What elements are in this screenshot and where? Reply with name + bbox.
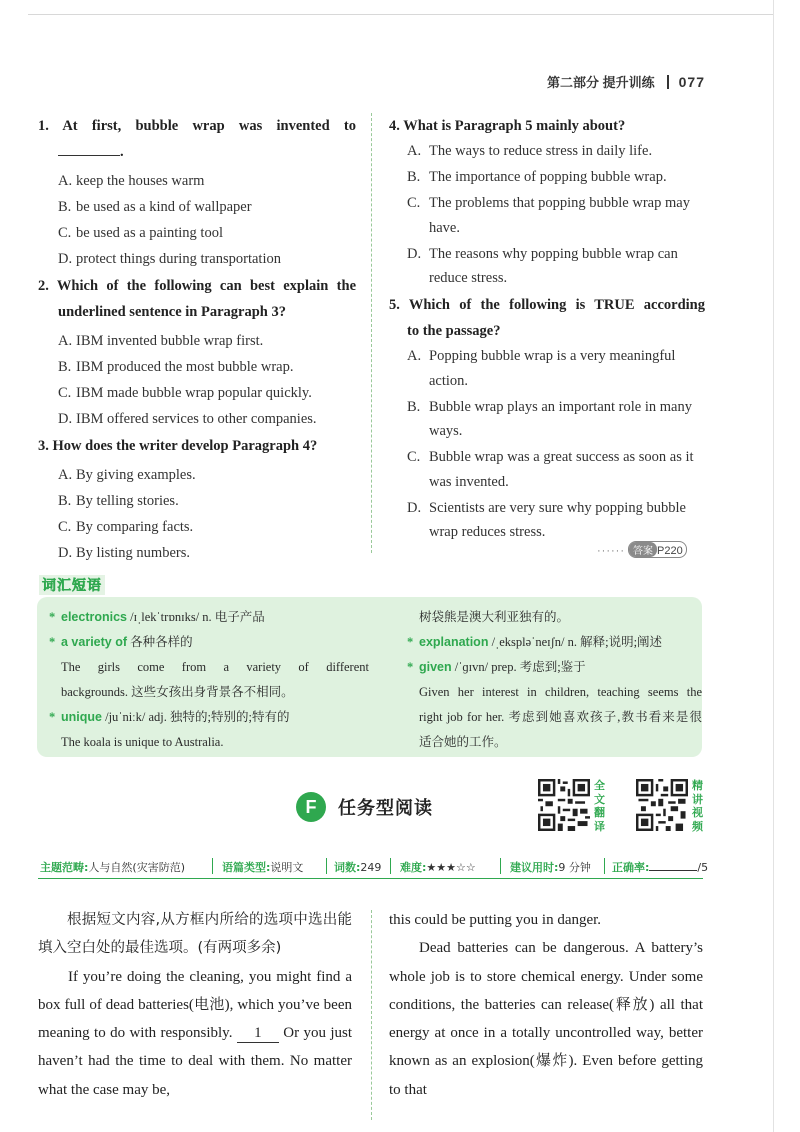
time-field: 建议用时:9 分钟 bbox=[510, 861, 591, 874]
vocab-entry: * electronics /ɪˌlekˈtrɒnɪks/ n. 电子产品 bbox=[49, 605, 369, 630]
passage-paragraph: If you’re doing the cleaning, you might find a box full of dead batteries(电池), which you’ve been meaning to do with responsibly. 1 Or you just haven’t had the time to deal with them. No matter what the case may be, bbox=[38, 968, 353, 1098]
question-stem: 1. At first, bubble wrap was invented to bbox=[38, 118, 356, 134]
divider bbox=[212, 858, 213, 874]
option-b: B. be used as a kind of wallpaper bbox=[58, 199, 252, 215]
star-icon: * bbox=[49, 610, 56, 624]
page-number: 077 bbox=[678, 74, 705, 90]
page-header bbox=[547, 72, 705, 91]
passage-continuation: this could be putting you in danger. bbox=[389, 912, 602, 928]
option-a: A. keep the houses warm bbox=[58, 173, 205, 189]
star-icon: * bbox=[407, 635, 414, 649]
option-c: C. The problems that popping bubble wrap may have. bbox=[407, 195, 690, 236]
divider bbox=[390, 858, 391, 874]
vocab-example: backgrounds. 这些女孩出身背景各不相同。 bbox=[61, 685, 294, 699]
answer-badge: 答案 P220 bbox=[628, 541, 687, 558]
qr-code-icon[interactable] bbox=[636, 779, 688, 831]
question-4 bbox=[389, 113, 705, 291]
option-c: C. IBM made bubble wrap popular quickly. bbox=[58, 385, 312, 401]
option-a: A. By giving examples. bbox=[58, 467, 196, 483]
question-stem: 2. Which of the following can best explain the bbox=[38, 278, 356, 294]
option-d: D. By listing numbers. bbox=[58, 545, 190, 561]
vocab-example: The koala is unique to Australia. bbox=[61, 735, 224, 749]
question-1 bbox=[38, 113, 356, 272]
option-d: D. The reasons why popping bubble wrap can reduce stress. bbox=[407, 245, 678, 286]
vocab-entry: * unique /juˈniːk/ adj. 独特的;特别的;特有的 bbox=[49, 705, 369, 730]
answer-reference: ······ 答案 P220 bbox=[597, 541, 687, 558]
option-a: A. The ways to reduce stress in daily life. bbox=[407, 143, 653, 159]
vocab-example: right job for her. 考虑到她喜欢孩子,教书看来是很 bbox=[419, 710, 702, 724]
info-bar bbox=[38, 856, 709, 879]
section-label: 第二部分 提升训练 bbox=[547, 75, 655, 90]
option-b: B. By telling stories. bbox=[58, 493, 179, 509]
column-divider bbox=[371, 910, 372, 1120]
question-stem-line2: to the passage? bbox=[407, 323, 501, 339]
vocabulary-title: 词汇短语 bbox=[39, 575, 105, 595]
question-stem: 4. What is Paragraph 5 mainly about? bbox=[389, 118, 626, 134]
vocab-entry: * given /ˈɡɪvn/ prep. 考虑到;鉴于 bbox=[407, 655, 702, 680]
qr-code-icon[interactable] bbox=[538, 779, 590, 831]
divider bbox=[604, 858, 605, 874]
blank-1[interactable]: 1 bbox=[237, 1024, 279, 1043]
question-stem: 3. How does the writer develop Paragraph 4? bbox=[38, 438, 318, 454]
top-rule bbox=[28, 14, 773, 15]
divider bbox=[326, 858, 327, 874]
option-b: B. IBM produced the most bubble wrap. bbox=[58, 359, 294, 375]
star-icon: * bbox=[49, 635, 56, 649]
option-b: B. Bubble wrap plays an important role in many ways. bbox=[407, 398, 692, 439]
difficulty-field: 难度:★★★☆☆ bbox=[400, 861, 476, 874]
passage-right bbox=[389, 906, 703, 1104]
word-count-field: 词数:249 bbox=[334, 861, 382, 874]
qr-label: 精 讲 视 频 bbox=[692, 779, 703, 833]
header-divider bbox=[667, 75, 669, 89]
genre-field: 语篇类型:说明文 bbox=[222, 861, 304, 874]
vocab-example: The girls come from a variety of different bbox=[61, 660, 369, 674]
vocabulary-left bbox=[49, 605, 369, 755]
passage-left bbox=[38, 906, 352, 1104]
option-a: A. IBM invented bubble wrap first. bbox=[58, 333, 264, 349]
vocab-entry: * explanation /ˌekspləˈneɪʃn/ n. 解释;说明;阐述 bbox=[407, 630, 702, 655]
question-stem-line2: . bbox=[38, 139, 356, 165]
question-3 bbox=[38, 433, 356, 566]
vocab-entry: * a variety of 各种各样的 bbox=[49, 630, 369, 655]
accuracy-blank[interactable] bbox=[649, 860, 697, 871]
column-divider bbox=[371, 113, 372, 553]
option-c: C. Bubble wrap was a great success as soon as it was invented. bbox=[407, 449, 694, 490]
vocab-example: Given her interest in children, teaching seems the bbox=[419, 685, 702, 699]
accuracy-field: 正确率: /5 bbox=[612, 861, 709, 874]
option-c: C. By comparing facts. bbox=[58, 519, 194, 535]
theme-field: 主题范畴:人与自然(灾害防范) bbox=[40, 861, 185, 874]
qr-label: 全 文 翻 译 bbox=[594, 779, 605, 833]
answer-blank bbox=[58, 141, 120, 156]
section-title: 任务型阅读 bbox=[338, 798, 433, 819]
option-d: D. Scientists are very sure why popping bubble wrap reduces stress. bbox=[407, 499, 686, 540]
questions-right bbox=[389, 113, 705, 546]
questions-left bbox=[38, 113, 356, 567]
instruction: 根据短文内容,从方框内所给的选项中选出能填入空白处的最佳选项。(有两项多余) bbox=[38, 912, 352, 957]
option-b: B. The importance of popping bubble wrap. bbox=[407, 169, 667, 185]
question-2 bbox=[38, 273, 356, 432]
vocabulary-right bbox=[407, 605, 702, 755]
page-edge bbox=[773, 0, 774, 1132]
star-icon: * bbox=[407, 660, 414, 674]
option-d: D. protect things during transportation bbox=[58, 251, 281, 267]
question-stem: 5. Which of the following is TRUE according bbox=[389, 297, 705, 313]
option-a: A. Popping bubble wrap is a very meaningful action. bbox=[407, 348, 676, 389]
option-d: D. IBM offered services to other companies. bbox=[58, 411, 317, 427]
question-5 bbox=[389, 292, 705, 545]
vocab-example: 适合她的工作。 bbox=[419, 735, 507, 749]
option-c: C. be used as a painting tool bbox=[58, 225, 223, 241]
divider bbox=[500, 858, 501, 874]
vocabulary-box bbox=[37, 575, 702, 757]
question-stem-line2: underlined sentence in Paragraph 3? bbox=[58, 304, 286, 320]
star-icon: * bbox=[49, 710, 56, 724]
vocab-example: 树袋熊是澳大利亚独有的。 bbox=[419, 610, 570, 624]
section-badge: F bbox=[296, 792, 326, 822]
passage-paragraph: Dead batteries can be dangerous. A battery’s whole job is to store chemical energy. Under some conditions, the batteries can release(释放) all that energy at once in a totally uncontrolled way, better known as an explosion(爆炸). Even before getting to that bbox=[389, 940, 703, 1098]
